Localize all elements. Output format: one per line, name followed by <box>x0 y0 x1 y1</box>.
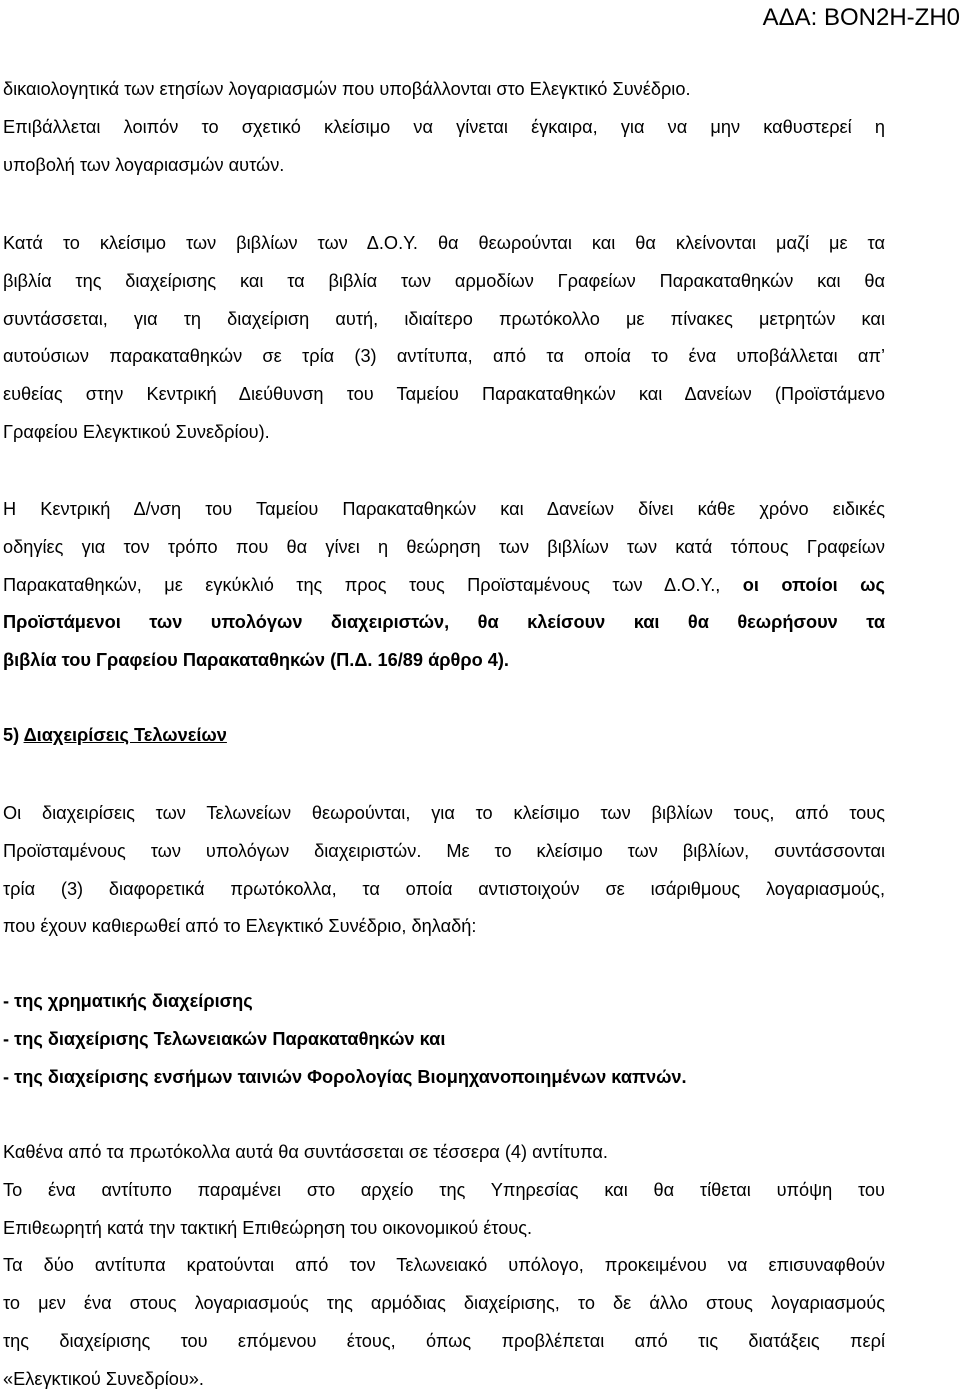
paragraph-book-closing <box>3 225 885 452</box>
ada-document-code: ΑΔΑ: ΒΟΝ2Η-ΖΗ0 <box>762 4 960 31</box>
text-line: Κατά το κλείσιμο των βιβλίων των Δ.Ο.Υ. θα θεωρούνται και θα κλείνονται μαζί με τα <box>3 233 885 253</box>
text-line: Επιβάλλεται λοιπόν το σχετικό κλείσιμο να γίνεται έγκαιρα, για να μην καθυστερεί η <box>3 116 885 137</box>
text-line: ευθείας στην Κεντρική Διεύθυνση του Ταμείου Παρακαταθηκών και Δανείων (Προϊστάμενο <box>3 384 885 405</box>
protocol-list <box>3 983 885 1096</box>
text-line: Επιθεωρητή κατά την τακτική Επιθεώρηση του οικονομικού έτους. <box>3 1217 533 1238</box>
list-item: - της χρηματικής διαχείρισης <box>3 991 253 1011</box>
text-line: αυτούσιων παρακαταθηκών σε τρία (3) αντίτυπα, από τα οποία το ένα υποβάλλεται απ’ <box>3 346 885 367</box>
paragraph-copies <box>3 1134 885 1399</box>
section-number: 5) <box>3 725 20 745</box>
text-line: Η Κεντρική Δ/νση του Ταμείου Παρακαταθηκών και Δανείων δίνει κάθε χρόνο ειδικές <box>3 499 885 519</box>
text-line-mixed <box>3 567 885 605</box>
paragraph-intro-continuation <box>3 71 885 184</box>
paragraph-customs-administrations <box>3 795 885 946</box>
text-line: οδηγίες για τον τρόπο που θα γίνει η θεώρηση των βιβλίων των κατά τόπους Γραφείων <box>3 536 885 557</box>
text-line: δικαιολογητικά των ετησίων λογαριασμών που υποβάλλονται στο Ελεγκτικό Συνέδριο. <box>3 79 691 99</box>
text-line: «Ελεγκτικού Συνεδρίου». <box>3 1368 204 1389</box>
text-line-bold: βιβλία του Γραφείου Παρακαταθηκών (Π.Δ. 16/89 άρθρο 4). <box>3 650 509 671</box>
list-item: - της διαχείρισης Τελωνειακών Παρακαταθηκών και <box>3 1028 446 1049</box>
text-line: το μεν ένα στους λογαριασμούς της αρμόδιας διαχείρισης, το δε άλλο στους λογαριασμούς <box>3 1293 885 1314</box>
paragraph-central-directorate <box>3 491 885 680</box>
text-line: Προϊσταμένους των υπολόγων διαχειριστών. Με το κλείσιμο των βιβλίων, συντάσσονται <box>3 840 885 861</box>
text-line-bold: Προϊστάμενοι των υπολόγων διαχειριστών, θα κλείσουν και θα θεωρήσουν τα <box>3 612 885 633</box>
text-line: Γραφείου Ελεγκτικού Συνεδρίου). <box>3 421 270 442</box>
text-line: υποβολή των λογαριασμών αυτών. <box>3 154 285 175</box>
section-heading <box>3 717 885 755</box>
text-line: συντάσσεται, για τη διαχείριση αυτή, ιδιαίτερο πρωτόκολλο με πίνακες μετρητών και <box>3 308 885 329</box>
list-item: - της διαχείρισης ενσήμων ταινιών Φορολογίας Βιομηχανοποιημένων καπνών. <box>3 1066 687 1087</box>
text-line: Τα δύο αντίτυπα κρατούνται από τον Τελωνειακό υπόλογο, προκειμένου να επισυναφθούν <box>3 1255 885 1276</box>
section-title-text: Διαχειρίσεις Τελωνείων <box>23 725 227 745</box>
text-line: Οι διαχειρίσεις των Τελωνείων θεωρούνται, για το κλείσιμο των βιβλίων τους, από τους <box>3 803 885 823</box>
text-line: που έχουν καθιερωθεί από το Ελεγκτικό Συνέδριο, δηλαδή: <box>3 916 477 937</box>
text-line: Καθένα από τα πρωτόκολλα αυτά θα συντάσσεται σε τέσσερα (4) αντίτυπα. <box>3 1142 608 1162</box>
section-title <box>3 717 885 755</box>
text-line: της διαχείρισης του επόμενου έτους, όπως προβλέπεται από τις διατάξεις περί <box>3 1330 885 1351</box>
text-normal: Παρακαταθηκών, με εγκύκλιό της προς τους Προϊσταμένους των Δ.Ο.Υ., <box>3 574 721 595</box>
text-bold: οι οποίοι ως <box>742 574 885 595</box>
text-line: τρία (3) διαφορετικά πρωτόκολλα, τα οποία αντιστοιχούν σε ισάριθμους λογαριασμούς, <box>3 878 885 899</box>
text-line: Το ένα αντίτυπο παραμένει στο αρχείο της Υπηρεσίας και θα τίθεται υπόψη του <box>3 1179 885 1200</box>
text-line: βιβλία της διαχείρισης και τα βιβλία των αρμοδίων Γραφείων Παρακαταθηκών και θα <box>3 270 885 291</box>
